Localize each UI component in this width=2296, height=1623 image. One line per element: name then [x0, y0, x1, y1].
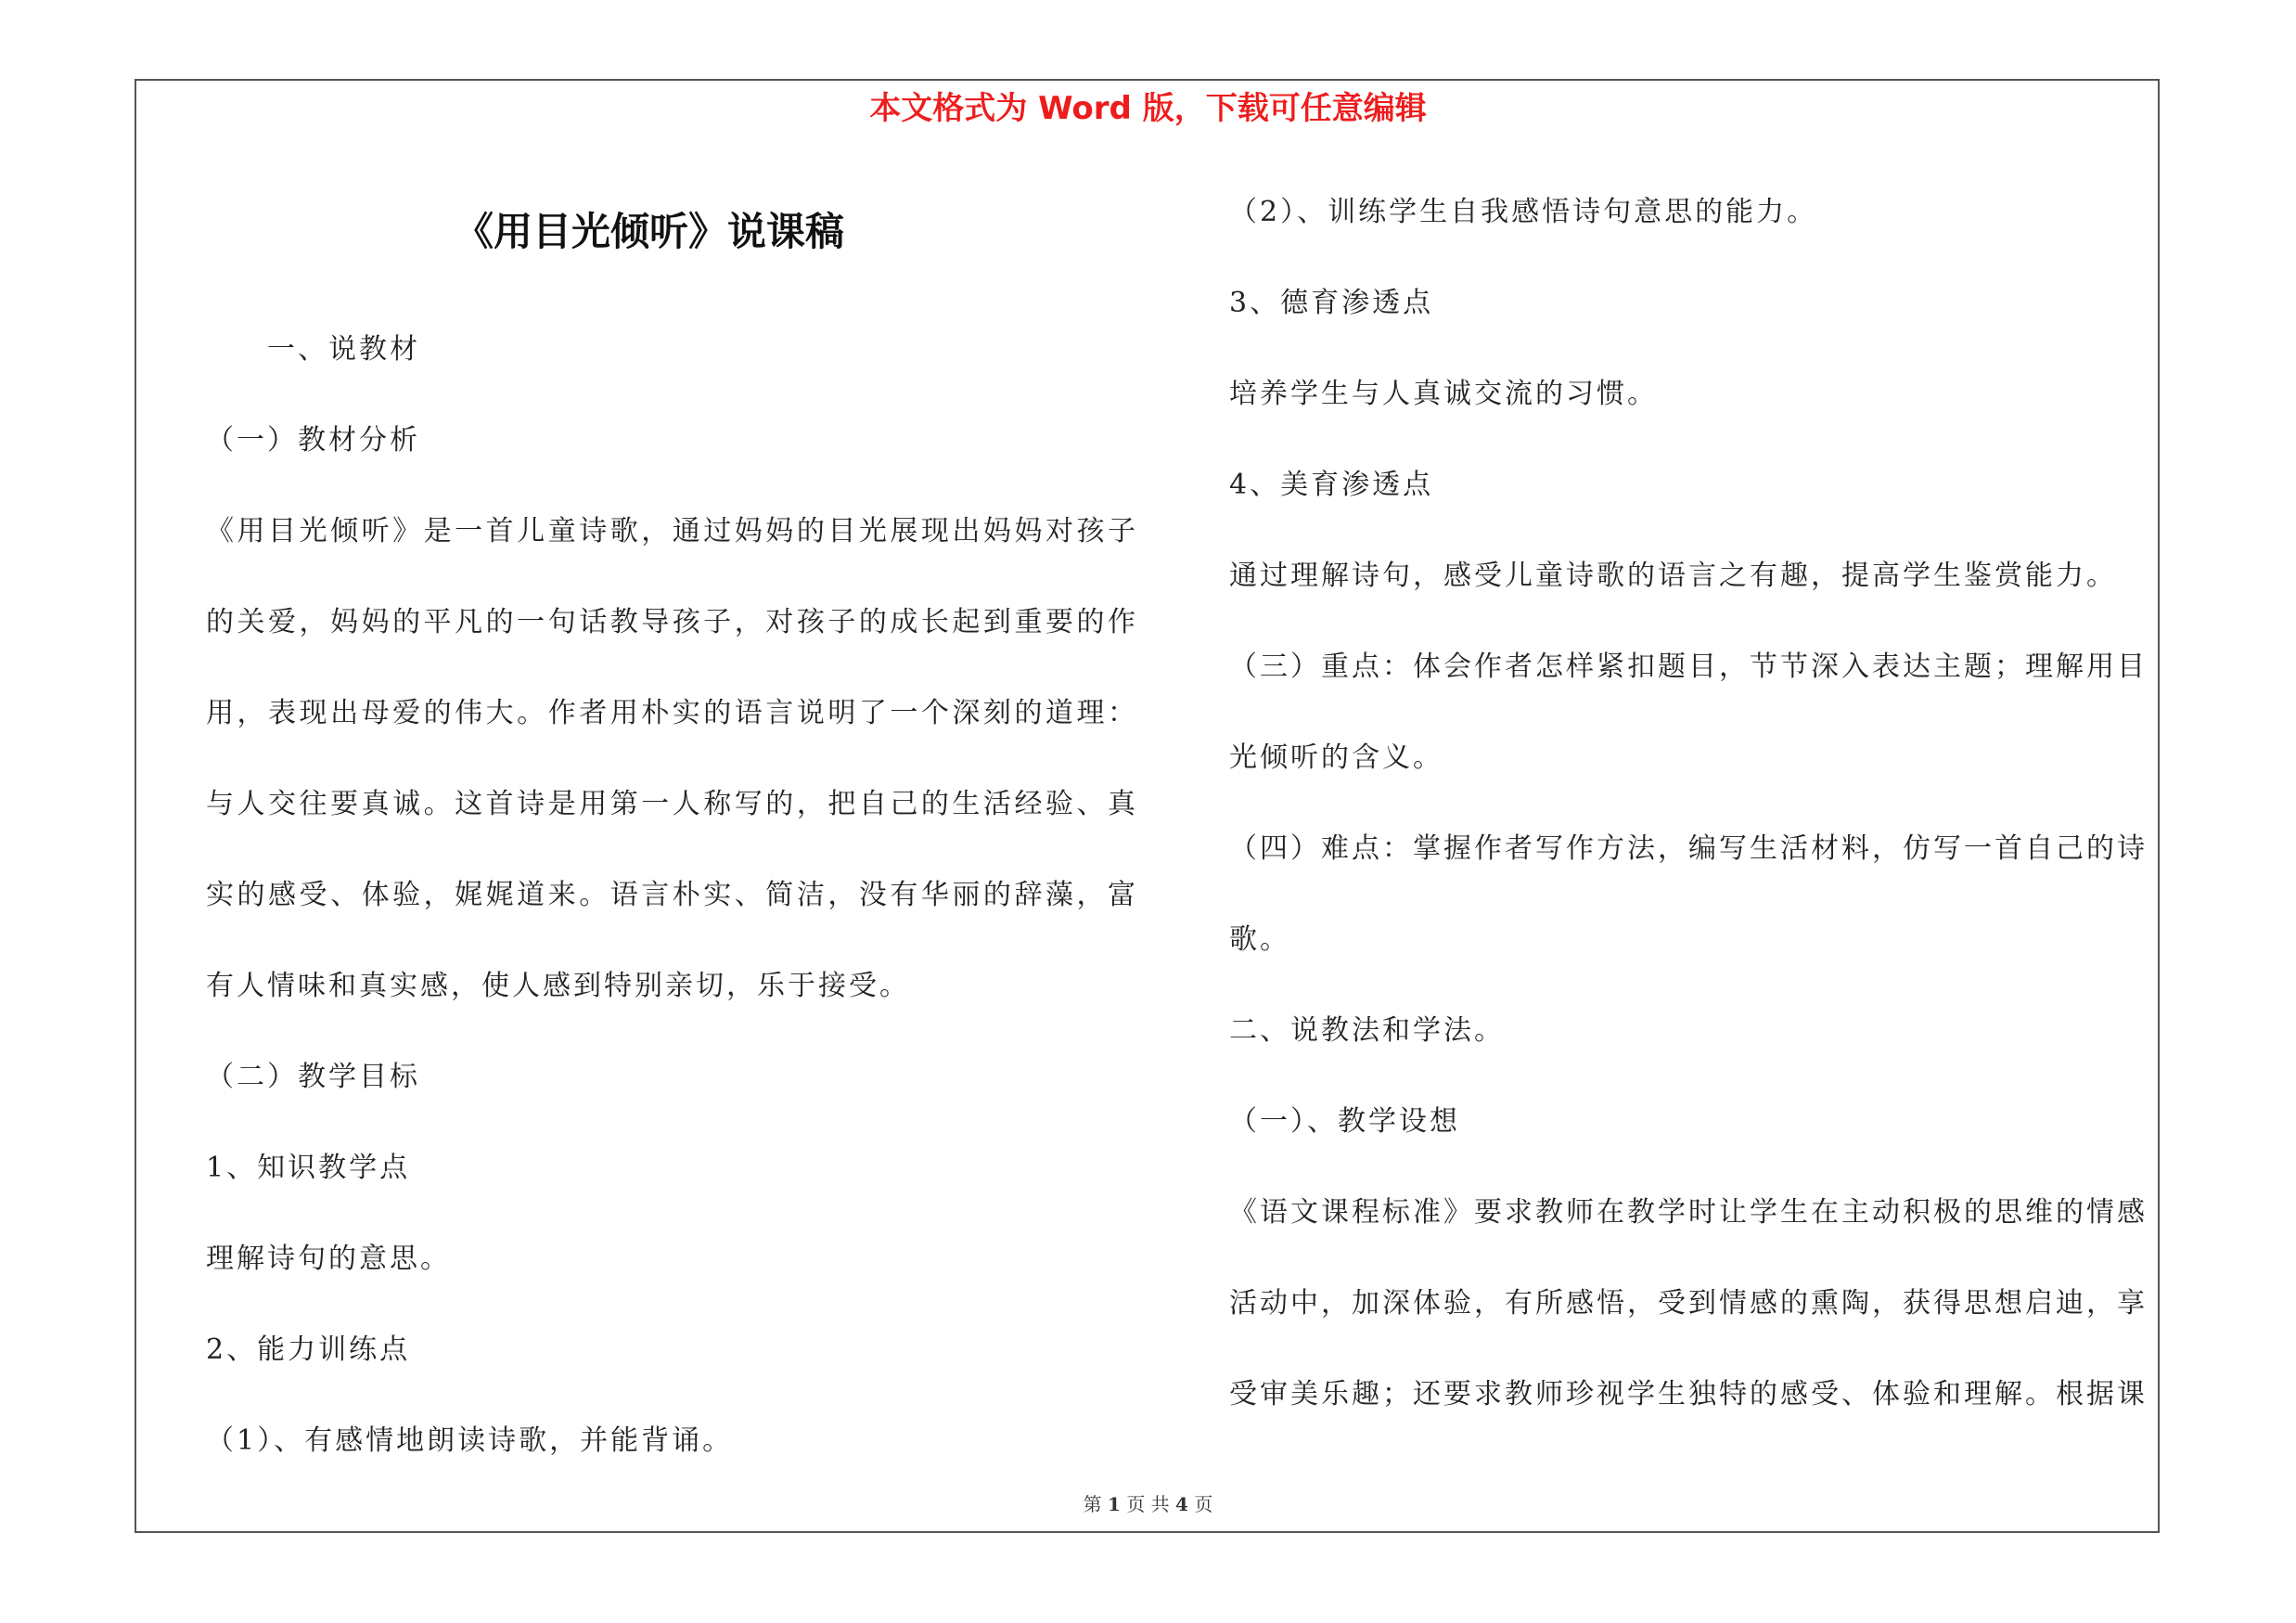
paragraph-line: 活动中，加深体验，有所感悟，受到情感的熏陶，获得思想启迪，享 — [1229, 1287, 2148, 1320]
paragraph-line: 培养学生与人真诚交流的习惯。 — [1229, 378, 1658, 410]
paragraph-line: 《用目光倾听》是一首儿童诗歌，通过妈妈的目光展现出妈妈对孩子 — [206, 515, 1138, 547]
paragraph-line: 《语文课程标准》要求教师在教学时让学生在主动积极的思维的情感 — [1229, 1196, 2148, 1229]
document-title: 《用目光倾听》说课稿 — [454, 209, 844, 254]
subsection-heading: （一）、教学设想 — [1229, 1105, 1460, 1138]
item-heading: 4、美育渗透点 — [1229, 469, 1434, 501]
paragraph-line: 有人情味和真实感，使人感到特别亲切，乐于接受。 — [206, 970, 910, 1002]
paragraph-line: 受审美乐趣；还要求教师珍视学生独特的感受、体验和理解。根据课 — [1229, 1378, 2148, 1410]
item-heading: 3、德育渗透点 — [1229, 287, 1434, 319]
total-page-count: 4 — [1175, 1493, 1188, 1515]
paragraph-line: （四）难点：掌握作者写作方法，编写生活材料，仿写一首自己的诗 — [1229, 832, 2148, 865]
paragraph-line: （2）、训练学生自我感悟诗句意思的能力。 — [1229, 196, 1818, 228]
paragraph-line: 通过理解诗句，感受儿童诗歌的语言之有趣，提高学生鉴赏能力。 — [1229, 560, 2117, 592]
subsection-heading: （一）教材分析 — [206, 424, 420, 457]
paragraph-line: 实的感受、体验，娓娓道来。语言朴实、简洁，没有华丽的辞藻，富 — [206, 879, 1138, 911]
format-banner: 本文格式为 Word 版，下载可任意编辑 — [869, 90, 1427, 127]
paragraph-line: （三）重点：体会作者怎样紧扣题目，节节深入表达主题；理解用目 — [1229, 650, 2148, 683]
section-heading: 二、说教法和学法。 — [1229, 1014, 1505, 1047]
paragraph-line: 的关爱，妈妈的平凡的一句话教导孩子，对孩子的成长起到重要的作 — [206, 606, 1138, 638]
section-heading: 一、说教材 — [267, 333, 420, 366]
paragraph-line: 与人交往要真诚。这首诗是用第一人称写的，把自己的生活经验、真 — [206, 788, 1138, 820]
current-page-number: 1 — [1108, 1493, 1121, 1515]
footer-suffix: 页 — [1194, 1493, 1213, 1515]
paragraph-line: 用，表现出母爱的伟大。作者用朴实的语言说明了一个深刻的道理： — [206, 697, 1138, 729]
page-footer — [0, 1490, 2296, 1518]
subsection-heading: （二）教学目标 — [206, 1061, 420, 1093]
footer-middle: 页 共 — [1126, 1493, 1170, 1515]
paragraph-line: 歌。 — [1229, 923, 1290, 956]
item-heading: 2、能力训练点 — [206, 1333, 411, 1366]
paragraph-line: 光倾听的含义。 — [1229, 741, 1443, 774]
footer-prefix: 第 — [1083, 1493, 1102, 1515]
item-heading: 1、知识教学点 — [206, 1152, 411, 1184]
paragraph-line: 理解诗句的意思。 — [206, 1243, 451, 1275]
paragraph-line: （1）、有感情地朗读诗歌，并能背诵。 — [206, 1424, 734, 1457]
